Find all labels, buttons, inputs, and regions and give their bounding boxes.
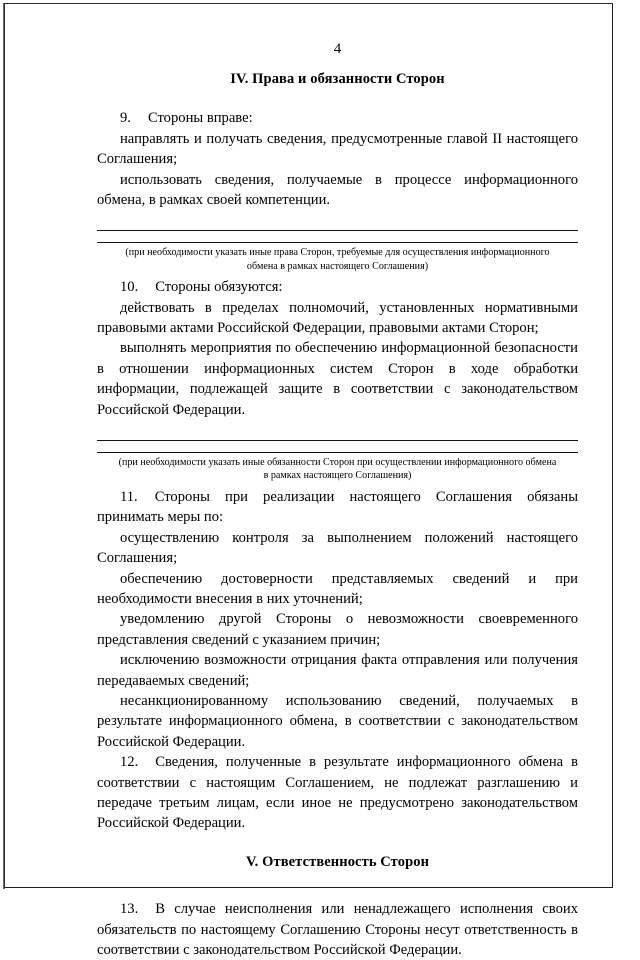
spacer xyxy=(97,834,578,854)
note-1-line-1: (при необходимости указать иные права Сторон, требуемые для осуществления информационного xyxy=(125,247,550,259)
heading-section-iv: IV. Права и обязанности Сторон xyxy=(230,71,445,87)
page-number: 4 xyxy=(333,41,342,57)
note-1-line-2: обмена в рамках настоящего Соглашения) xyxy=(246,260,429,272)
item-9-number: 9. xyxy=(120,110,131,127)
spacer xyxy=(97,891,578,899)
item-9-subitem-1: направлять и получать сведения, предусмотренные главой II настоящего Соглашения; xyxy=(97,130,578,168)
item-13-number: 13. xyxy=(120,901,139,918)
note-1 xyxy=(97,246,578,273)
item-10-lead xyxy=(97,277,578,297)
separator-rule-top xyxy=(97,440,578,441)
note-2-line-2: в рамках настоящего Соглашения) xyxy=(263,470,412,482)
spacer xyxy=(97,420,578,440)
item-12-number: 12. xyxy=(120,754,139,771)
item-13-text: В случае неисполнения или ненадлежащего исполнения своих обязательств по настоящему Соглашению Стороны несут ответственность в соответствии с законодательством Российской Федерации. xyxy=(97,901,578,958)
item-12 xyxy=(97,752,578,834)
item-10-number: 10. xyxy=(120,279,139,296)
note-2-line-1: (при необходимости указать иные обязанности Сторон при осуществлении информационного обмена xyxy=(118,457,557,469)
separator-rule-bottom xyxy=(97,452,578,453)
separator-rule-bottom xyxy=(97,242,578,243)
item-10-lead-text: Стороны обязуются: xyxy=(155,279,283,296)
item-11-subitem-1: осуществлению контроля за выполнением положений настоящего Соглашения; xyxy=(97,529,578,567)
page-content xyxy=(97,0,578,960)
item-11-lead-text: Стороны при реализации настоящего Соглашения обязаны принимать меры по: xyxy=(97,488,578,526)
note-2-rules xyxy=(97,440,578,453)
item-11-subitem-4: исключению возможности отрицания факта отправления или получения передаваемых сведений; xyxy=(97,652,578,689)
item-11-number: 11. xyxy=(120,488,138,505)
item-9-lead xyxy=(97,108,578,128)
spacer xyxy=(97,210,578,230)
item-11-subitem-2: обеспечению достоверности представляемых сведений и при необходимости внесения в них уточнений; xyxy=(97,570,578,607)
item-12-text: Сведения, полученные в результате информационного обмена в соответствии с настоящим Соглашением, не подлежат разглашению и передаче третьим лицам, если иное не предусмотрено законодательством Российской Федерации. xyxy=(97,754,578,832)
item-10-subitem-1: действовать в пределах полномочий, установленных нормативными правовыми актами Российской Федерации, правовыми актами Сторон; xyxy=(97,299,578,337)
heading-section-v: V. Ответственность Сторон xyxy=(245,853,430,870)
note-1-rules xyxy=(97,230,578,243)
item-9-lead-text: Стороны вправе: xyxy=(147,110,253,127)
separator-rule-top xyxy=(97,230,578,231)
item-11-subitem-5: несанкционированному использованию сведений, получаемых в результате информационного обмена, в соответствии с законодательством Российской Федерации. xyxy=(97,692,578,750)
item-9-subitem-2: использовать сведения, получаемые в процессе информационного обмена, в рамках своей компетенции. xyxy=(97,171,578,209)
item-11-lead xyxy=(97,487,578,528)
note-2 xyxy=(97,456,578,483)
item-13 xyxy=(97,899,578,960)
item-11-subitem-3: уведомлению другой Стороны о невозможности своевременного представления сведений с указанием причин; xyxy=(97,611,578,648)
item-10-subitem-2: выполнять мероприятия по обеспечению информационной безопасности в отношении информационных систем Сторон в ходе обработки информации, подлежащей защите в соответствии с законодательством Российской Федерации. xyxy=(97,340,578,418)
spacer xyxy=(97,88,578,108)
spacer xyxy=(97,871,578,891)
